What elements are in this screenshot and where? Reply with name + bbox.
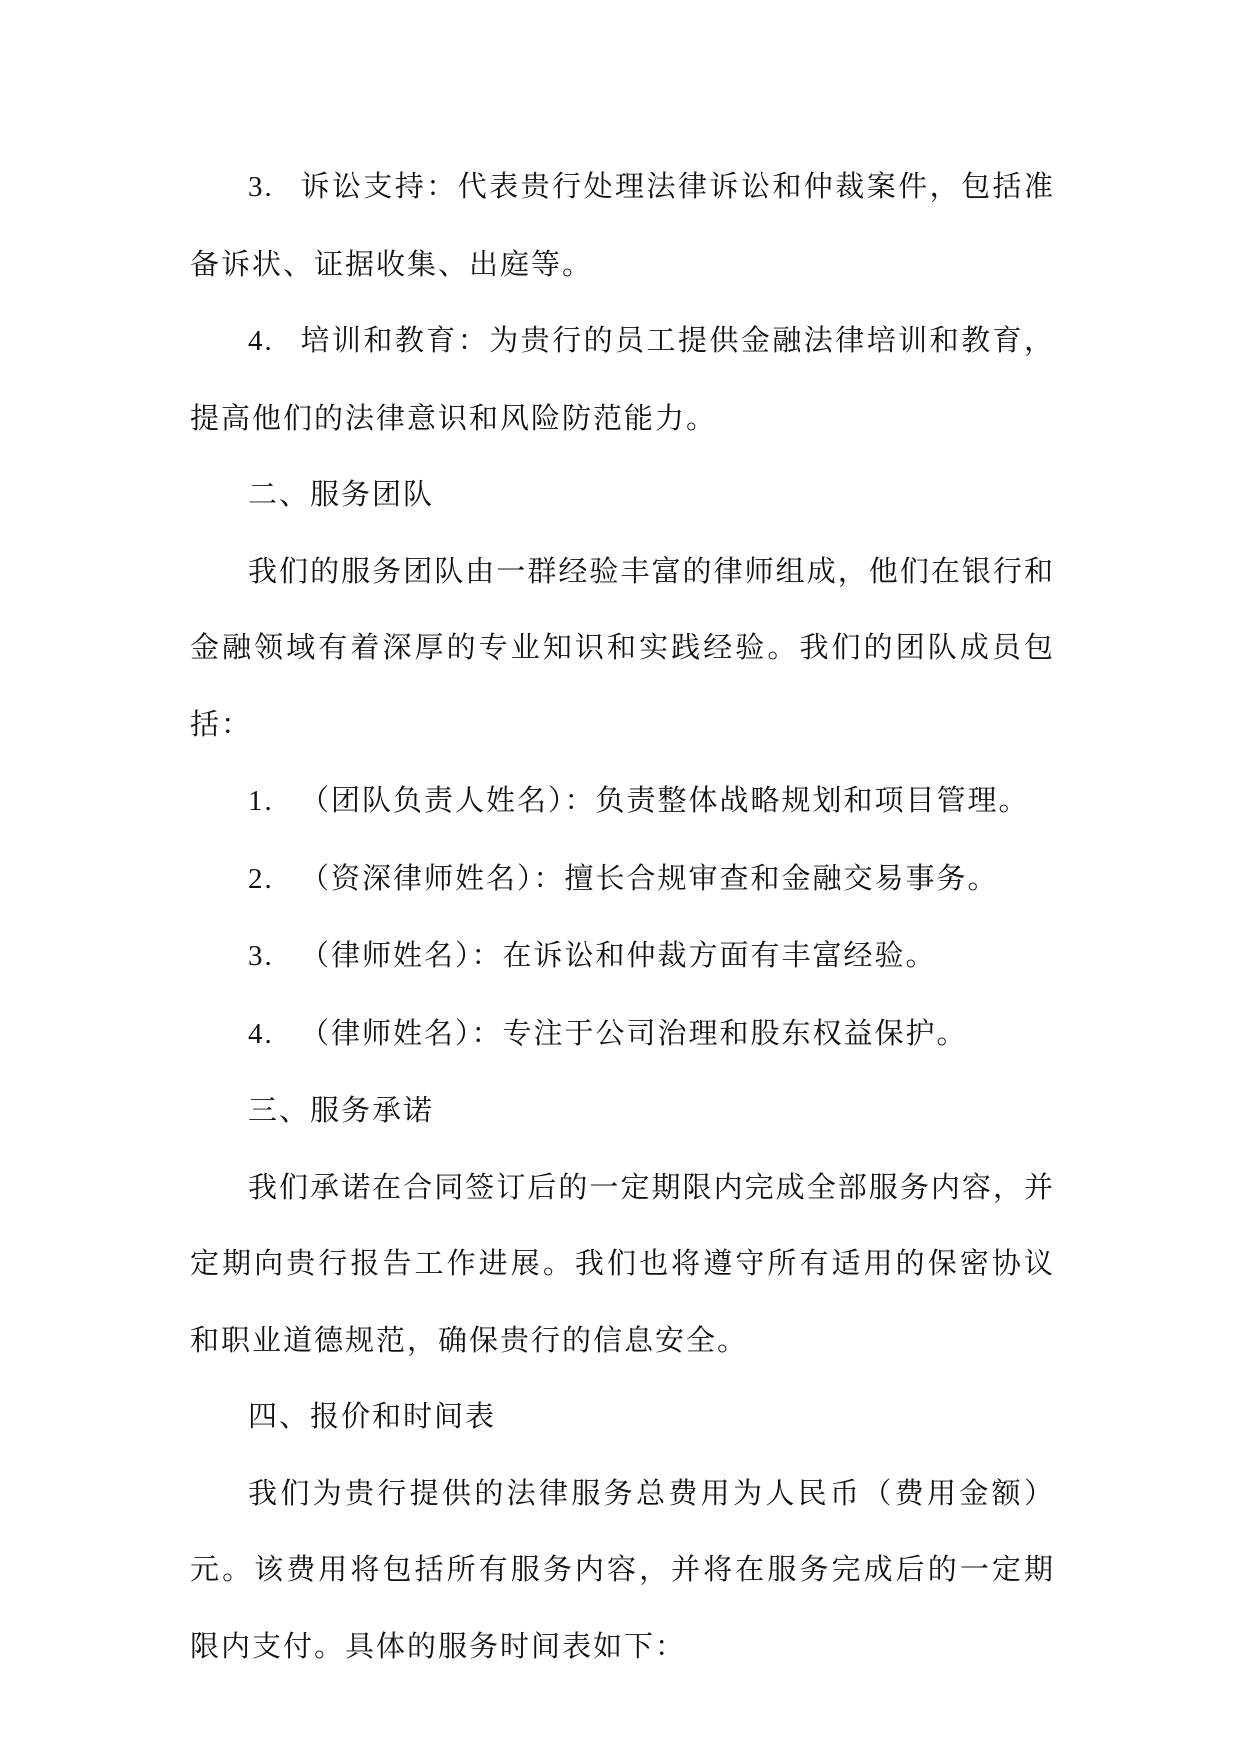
list-number: 1.	[248, 785, 274, 817]
paragraph-quote: 我们为贵行提供的法律服务总费用为人民币（费用金额）元。该费用将包括所有服务内容，并将在服务完成后的一定期限内支付。具体的服务时间表如下：	[190, 1475, 1055, 1663]
paragraph-team-intro: 我们的服务团队由一群经验丰富的律师组成，他们在银行和金融领域有着深厚的专业知识和实践经验。我们的团队成员包括：	[190, 553, 1055, 741]
list-item-senior-lawyer	[190, 840, 1055, 918]
list-item-text: （律师姓名）：在诉讼和仲裁方面有丰富经验。	[300, 938, 937, 972]
section-heading-service-commitment: 三、服务承诺	[248, 1093, 435, 1127]
list-item-text: （资深律师姓名）：擅长合规审查和金融交易事务。	[300, 860, 999, 895]
list-number: 4.	[248, 325, 274, 357]
list-item-litigation-lawyer	[190, 917, 1055, 995]
list-item-training	[190, 302, 1055, 456]
list-item-team-lead	[190, 762, 1055, 840]
section-heading-quote-schedule: 四、报价和时间表	[248, 1399, 497, 1433]
list-number: 2.	[248, 862, 274, 895]
section-heading-service-team: 二、服务团队	[248, 477, 435, 511]
list-item-text: 诉讼支持：代表贵行处理法律诉讼和仲裁案件，包括准备诉状、证据收集、出庭等。	[190, 169, 1055, 281]
list-number: 3.	[248, 171, 274, 203]
list-number: 4.	[248, 1017, 274, 1050]
list-item-text: 培训和教育：为贵行的员工提供金融法律培训和教育，提高他们的法律意识和风险防范能力。	[190, 323, 1055, 435]
paragraph-commitment: 我们承诺在合同签订后的一定期限内完成全部服务内容，并定期向贵行报告工作进展。我们也将遵守所有适用的保密协议和职业道德规范，确保贵行的信息安全。	[190, 1169, 1055, 1357]
list-item-text: （团队负责人姓名）：负责整体战略规划和项目管理。	[300, 783, 1030, 817]
list-item-governance-lawyer	[190, 995, 1055, 1073]
list-number: 3.	[248, 940, 274, 972]
list-item-text: （律师姓名）：专注于公司治理和股东权益保护。	[300, 1015, 968, 1050]
list-item-litigation-support	[190, 148, 1055, 302]
document-body	[190, 148, 1055, 1684]
